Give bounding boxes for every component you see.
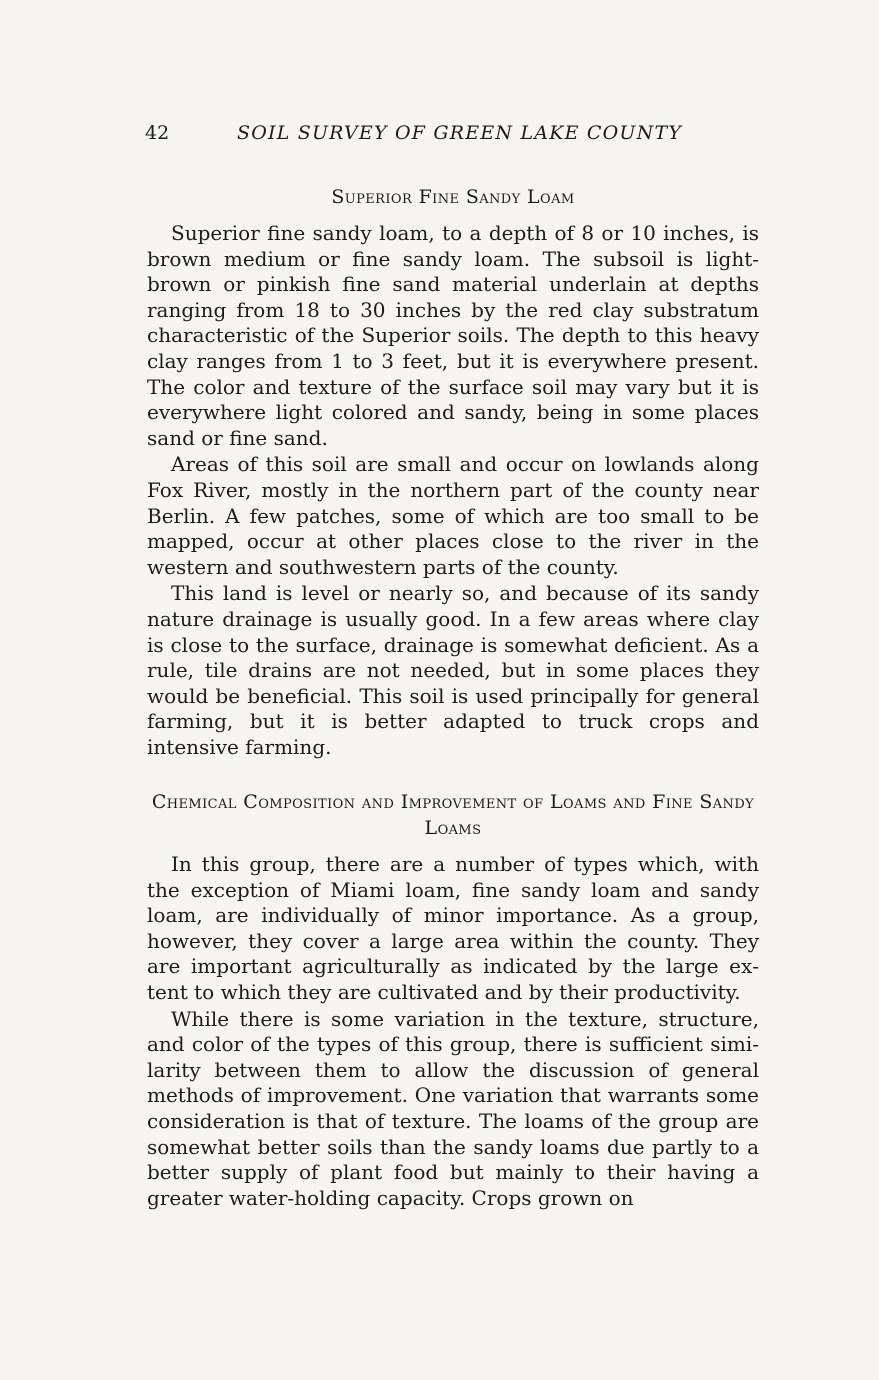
running-head xyxy=(145,122,760,152)
section-heading-superior-fine-sandy-loam: Superior Fine Sandy Loam xyxy=(331,186,575,208)
running-title: SOIL SURVEY OF GREEN LAKE COUNTY xyxy=(237,122,683,144)
paragraph: In this group, there are a number of types which, with the exception of Miami loam, fine sandy loam and sandy loam, are individually of minor importance. As a group, however, they cover a large area within the county. They are important agriculturally as indicated by the large extent to which they are cultivated and by their productivity. xyxy=(147,852,759,1004)
section-body-superior-fine-sandy-loam xyxy=(147,221,759,760)
paragraph: Superior fine sandy loam, to a depth of 8 or 10 inches, is brown medium or fine sandy loam. The subsoil is light-brown or pinkish fine sand material underlain at depths ranging from 18 to 30 inches by the red clay substratum characteristic of the Superior soils. The depth to this heavy clay ranges from 1 to 3 feet, but it is everywhere present. The color and texture of the surface soil may vary but it is everywhere light colored and sandy, being in some places sand or fine sand. xyxy=(147,221,759,450)
paragraph: Areas of this soil are small and occur on lowlands along Fox River, mostly in the northern part of the county near Berlin. A few patches, some of which are too small to be mapped, occur at other places close to the river in the western and southwestern parts of the county. xyxy=(147,452,759,579)
page-number: 42 xyxy=(145,122,170,144)
section-heading-chemical-composition: Chemical Composition and Improvement of Loams and Fine Sandy Loams xyxy=(151,791,755,839)
paragraph: This land is level or nearly so, and because of its sandy nature drainage is usually good. In a few areas where clay is close to the surface, drainage is somewhat deficient. As a rule, tile drains are not needed, but in some places they would be beneficial. This soil is used principally for general farming, but it is better adapted to truck crops and intensive farming. xyxy=(147,581,759,759)
paragraph: While there is some variation in the texture, structure, and color of the types of this group, there is sufficient similarity between them to allow the discussion of general methods of improvement. One variation that warrants some consideration is that of texture. The loams of the group are somewhat better soils than the sandy loams due partly to a better supply of plant food but mainly to their having a greater water-holding capacity. Crops grown on xyxy=(147,1006,759,1210)
section-body-chemical-composition xyxy=(147,852,759,1211)
